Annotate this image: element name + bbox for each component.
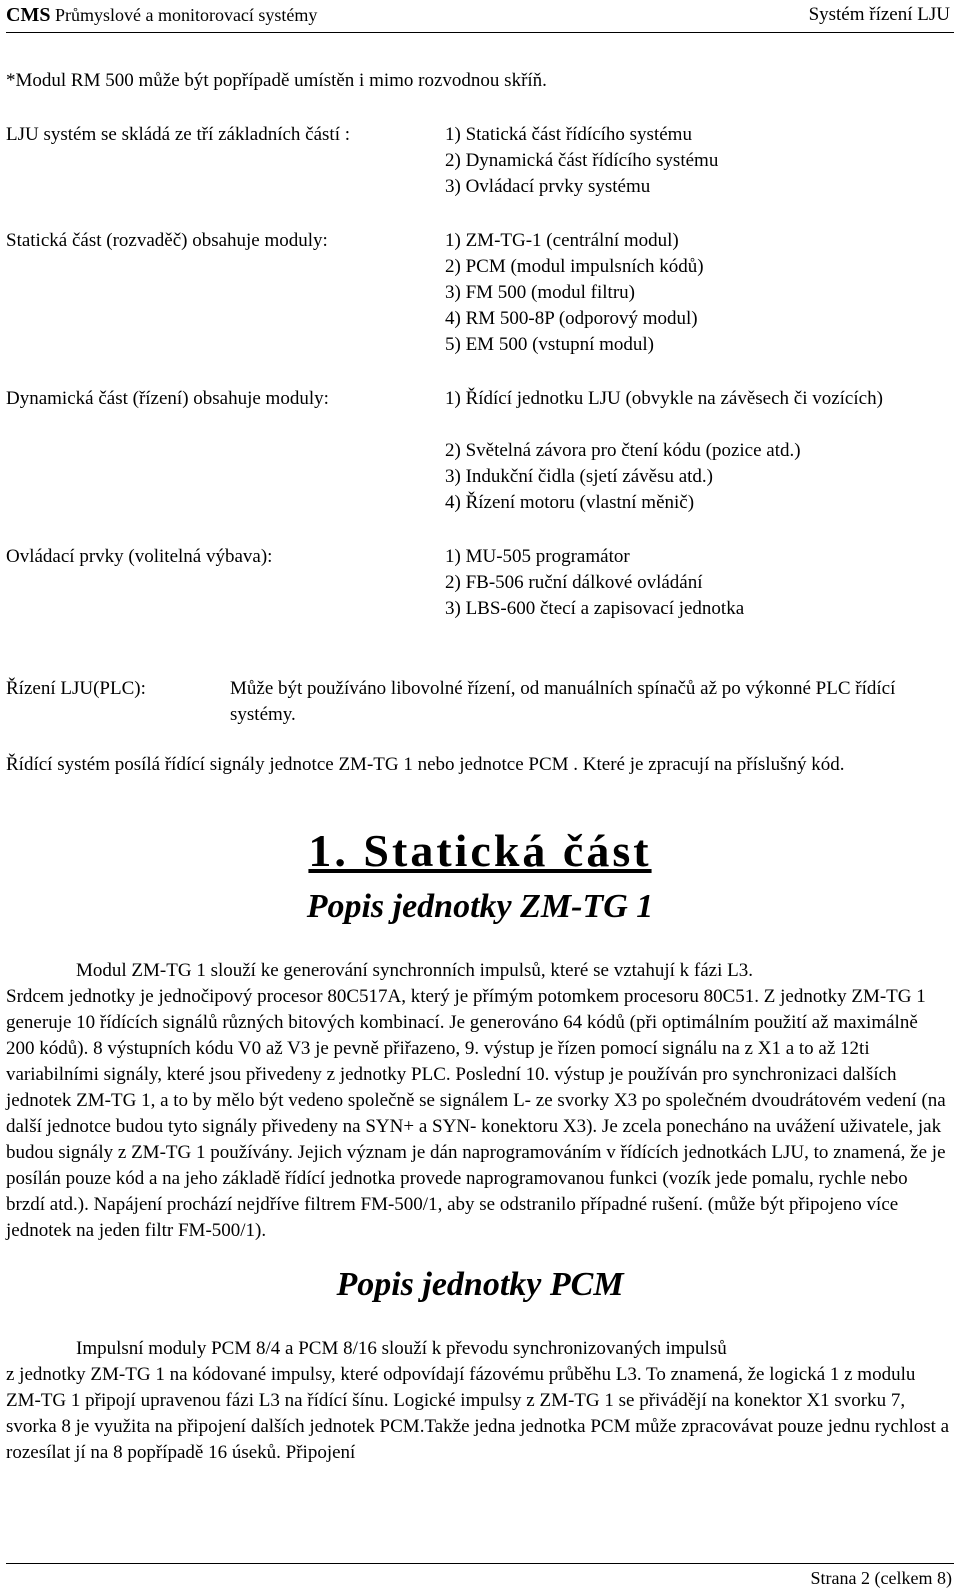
section-heading-text: 1. Statická část: [308, 825, 652, 876]
list-item: 5) EM 500 (vstupní modul): [445, 334, 654, 355]
list-item: 2) PCM (modul impulsních kódů): [445, 256, 704, 277]
document-title: Systém řízení LJU: [808, 4, 950, 25]
company-name: Průmyslové a monitorovací systémy: [54, 5, 318, 25]
note-text: *Modul RM 500 může být popřípadě umístěn i mimo rozvodnou skříň.: [6, 70, 547, 91]
list-item: 4) Řízení motoru (vlastní měnič): [445, 492, 695, 513]
controls-list: [445, 544, 744, 622]
zmtg-body: Srdcem jednotky je jednočipový procesor 80C517A, který je přímým potomkem procesoru 80C51. Z jednotky ZM-TG 1 generuje 10 řídících signálů různých bitových kombinací. Je generováno 64 kódů (při optimálním použití až maximálně 200 kódů). 8 výstupních kódu V0 až V3 je pevně přiřazeno, 9. výstup je řízen pomocí signálu na z X1 a to až 12ti variabilními signály, které jsou přivedeny z jednotky PLC. Poslední 10. výstup je používán pro synchronizaci dalších jednotek ZM-TG 1, a to by mělo být vedeno společně se signálem L- ze svorky X3 po společném dvoudrátovém vedení (na další jednotce budou tyto signály přivedeny na SYN+ a SYN- konektoru X3). Je zcela ponecháno na uvážení uživatele, jak budou signály z ZM-TG 1 používány. Jejich význam je dán naprogramováním v řídících jednotkách LJU, to znamená, že je posílán pouze kód a na jeho základě řídící jednotka provede naprogramovanou funkci (vozík jede pomalu, rychle nebo brzdí atd.). Napájení prochází nejdříve filtrem FM-500/1, aby se odstranilo případné rušení. (může být připojeno více jednotek na jeden filtr FM-500/1).: [6, 986, 946, 1241]
pcm-body: z jednotky ZM-TG 1 na kódované impulsy, které odpovídají fázovému průběhu L3. To znamená, že logická 1 z modulu ZM-TG 1 připojí upravenou fázi L3 na řídící šínu. Logické impulsy z ZM-TG 1 se přivádějí na konektor X1 svorku 7, svorka 8 je využita na připojení dalších jednotek PCM.Takže jedna jednotka PCM může zpracovávat pouze jednu rychlost a rozesílat jí na 8 popřípadě 16 úseků. Připojení: [6, 1364, 950, 1463]
pcm-first-line: Impulsní moduly PCM 8/4 a PCM 8/16 slouží k převodu synchronizovaných impulsů: [76, 1338, 727, 1359]
list-item: 1) MU-505 programátor: [445, 546, 630, 567]
page-number: Strana 2 (celkem 8): [810, 1568, 952, 1588]
list-item: 2) Dynamická část řídícího systému: [445, 150, 719, 171]
list-item: 3) LBS-600 čtecí a zapisovací jednotka: [445, 598, 745, 619]
system-label: LJU systém se skládá ze tří základních částí :: [6, 124, 351, 145]
list-item: 1) ZM-TG-1 (centrální modul): [445, 230, 679, 251]
list-item: 1) Řídící jednotku LJU (obvykle na závěsech či vozících): [445, 388, 883, 409]
plc-label: Řízení LJU(PLC):: [6, 678, 146, 699]
control-system-text: Řídící systém posílá řídící signály jednotce ZM-TG 1 nebo jednotce PCM . Které je zpracují na příslušný kód.: [6, 754, 845, 775]
list-item: 2) Světelná závora pro čtení kódu (pozice atd.): [445, 440, 801, 461]
list-item: 1) Statická část řídícího systému: [445, 124, 692, 145]
zmtg-first-line: Modul ZM-TG 1 slouží ke generování synchronních impulsů, které se vztahují k fázi L3.: [76, 960, 753, 981]
system-list: [445, 122, 718, 200]
dynamic-modules-list: [445, 386, 945, 516]
list-item: 3) Indukční čidla (sjetí závěsu atd.): [445, 466, 714, 487]
list-item: 2) FB-506 ruční dálkové ovládání: [445, 572, 703, 593]
controls-label: Ovládací prvky (volitelná výbava):: [6, 546, 273, 567]
static-modules-list: [445, 228, 704, 358]
list-item: 3) FM 500 (modul filtru): [445, 282, 635, 303]
page-footer: [6, 1563, 954, 1594]
page-header: [6, 0, 954, 33]
brand-logo-text: CMS: [6, 4, 51, 26]
list-item: 3) Ovládací prvky systému: [445, 176, 651, 197]
dynamic-label: Dynamická část (řízení) obsahuje moduly:: [6, 388, 329, 409]
section-heading: [0, 824, 960, 877]
header-company: [6, 4, 317, 27]
static-label: Statická část (rozvaděč) obsahuje moduly:: [6, 230, 328, 251]
list-item: 4) RM 500-8P (odporový modul): [445, 308, 698, 329]
pcm-heading: Popis jednotky PCM: [336, 1266, 624, 1303]
plc-text: Může být používáno libovolné řízení, od manuálních spínačů až po výkonné PLC řídící systémy.: [230, 678, 896, 725]
zmtg-heading: Popis jednotky ZM-TG 1: [306, 888, 654, 925]
